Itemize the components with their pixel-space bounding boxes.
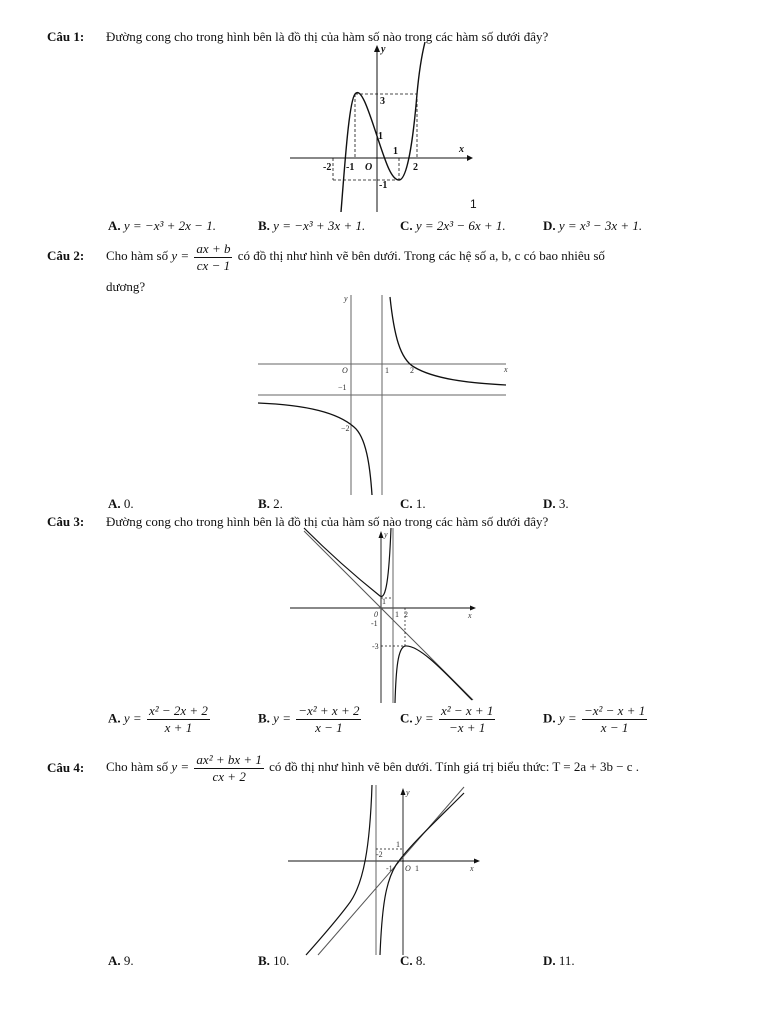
q3-option-d-num: −x² − x + 1 <box>583 703 646 718</box>
q4-option-b-letter: B. <box>258 953 270 968</box>
q3-option-d-fraction <box>582 703 647 736</box>
q3-option-d-y: y = <box>558 710 577 726</box>
q2-text-before: Cho hàm số <box>106 248 169 263</box>
q1-label-1x: 1 <box>393 146 398 157</box>
q3-option-b-y: y = <box>273 710 291 726</box>
q4-label-1y: 1 <box>396 840 400 849</box>
q4-text-before: Cho hàm số <box>106 759 169 774</box>
q3-option-b-letter: B. <box>258 710 270 726</box>
q1-question-text: Đường cong cho trong hình bên là đồ thị của hàm số nào trong các hàm số dưới đây? <box>106 29 549 44</box>
q1-label-neg1y: -1 <box>379 180 388 191</box>
q1-option-a-text: y = −x³ + 2x − 1. <box>123 218 216 233</box>
q4-option-d[interactable] <box>543 953 575 969</box>
q4-option-a-text: 9. <box>123 953 134 968</box>
q3-option-c-den: −x + 1 <box>449 720 486 735</box>
q4-text-after: có đồ thị như hình vẽ bên dưới. Tính giá trị biểu thức: T = 2a + 3b − c . <box>269 759 640 774</box>
q3-label: Câu 3: <box>47 514 85 529</box>
q4-y-eq: y = <box>171 759 190 774</box>
q3-question-text: Đường cong cho trong hình bên là đồ thị của hàm số nào trong các hàm số dưới đây? <box>106 514 549 529</box>
q2-label-neg1: −1 <box>338 383 347 392</box>
q2-label-2: 2 <box>410 366 414 375</box>
q4-option-b[interactable] <box>258 953 289 969</box>
q4-frac-den: cx + 2 <box>212 768 246 784</box>
q2-option-b-letter: B. <box>258 496 270 511</box>
q2-text-after: có đồ thị như hình vẽ bên dưới. Trong các hệ số a, b, c có bao nhiêu số <box>237 248 605 263</box>
q3-option-d[interactable] <box>543 703 649 736</box>
q4-x-label: x <box>470 864 474 873</box>
q3-y-arrow <box>379 531 384 538</box>
q2-option-c[interactable] <box>400 496 426 512</box>
q3-label-O: 0 <box>374 610 378 619</box>
q3-option-b[interactable] <box>258 703 363 736</box>
q4-y-label: y <box>406 788 410 797</box>
q3-label-neg3: -3 <box>372 642 379 651</box>
q3-option-b-num: −x² + x + 2 <box>298 703 360 718</box>
q1-x-arrow <box>467 155 473 161</box>
q2-frac-num: ax + b <box>196 240 231 256</box>
q1-option-b[interactable] <box>258 218 365 234</box>
q2-fraction <box>194 241 232 274</box>
q3-option-a-fraction <box>147 703 210 736</box>
q4-y-arrow <box>401 788 406 795</box>
q2-graph <box>258 295 518 495</box>
q3-option-c-num: x² − x + 1 <box>440 703 494 718</box>
q3-option-c-letter: C. <box>400 710 413 726</box>
q1-label-2: 2 <box>413 162 418 173</box>
q3-x-label: x <box>468 611 472 620</box>
q3-option-b-fraction <box>296 703 361 736</box>
q1-label-neg1: -1 <box>346 162 355 173</box>
q4-label-neg2: -2 <box>376 850 383 859</box>
q2-y-label: y <box>344 294 348 303</box>
q1-option-c-letter: C. <box>400 218 413 233</box>
q4-question <box>106 749 639 785</box>
q1-x-label: x <box>459 144 464 155</box>
q1-graph <box>285 42 485 217</box>
q3-graph <box>290 528 490 703</box>
q4-option-a[interactable] <box>108 953 134 969</box>
q2-question-line2: dương? <box>106 279 146 294</box>
q1-label-neg2: -2 <box>323 162 332 173</box>
q3-label-1y: 1 <box>382 597 386 606</box>
q4-option-c[interactable] <box>400 953 426 969</box>
q1-y-label: y <box>381 44 386 55</box>
q4-option-c-text: 8. <box>415 953 426 968</box>
q4-label-O: O <box>405 864 411 873</box>
q3-label-2: 2 <box>404 610 408 619</box>
q2-option-d-letter: D. <box>543 496 556 511</box>
q3-x-arrow <box>470 606 476 611</box>
q2-frac-den: cx − 1 <box>196 257 231 273</box>
q2-option-a[interactable] <box>108 496 134 512</box>
q2-option-b[interactable] <box>258 496 283 512</box>
q2-option-c-text: 1. <box>415 496 426 511</box>
q3-option-d-letter: D. <box>543 710 556 726</box>
q3-option-d-den: x − 1 <box>600 720 629 735</box>
q4-x-arrow <box>474 859 480 864</box>
q3-option-a-letter: A. <box>108 710 121 726</box>
q3-option-a-num: x² − 2x + 2 <box>148 703 208 718</box>
q1-option-c-text: y = 2x³ − 6x + 1. <box>415 218 506 233</box>
q4-label-neg1: -1 <box>386 864 393 873</box>
q4-curve-left <box>306 785 372 955</box>
q3-option-a-den: x + 1 <box>164 720 193 735</box>
q1-label-1y: 1 <box>378 131 383 142</box>
q4-option-c-letter: C. <box>400 953 413 968</box>
q1-option-a-letter: A. <box>108 218 121 233</box>
q3-y-label: y <box>384 530 388 539</box>
q2-option-d-text: 3. <box>558 496 569 511</box>
q2-x-label: x <box>504 365 508 374</box>
q2-label-O: O <box>342 366 348 375</box>
page-number: 1 <box>470 197 477 211</box>
q2-label-neg2: −2 <box>341 424 350 433</box>
q4-graph <box>288 785 488 955</box>
q2-y-eq: y = <box>171 248 190 263</box>
q4-option-d-text: 11. <box>558 953 575 968</box>
q3-option-c-y: y = <box>415 710 434 726</box>
q3-option-a-y: y = <box>123 710 142 726</box>
q4-frac-num: ax² + bx + 1 <box>196 751 262 767</box>
q4-option-b-text: 10. <box>273 953 290 968</box>
q1-option-d[interactable] <box>543 218 642 234</box>
q2-label-1: 1 <box>385 366 389 375</box>
q3-label-neg1: -1 <box>371 619 378 628</box>
q2-option-d[interactable] <box>543 496 569 512</box>
q2-option-a-letter: A. <box>108 496 121 511</box>
q3-option-b-den: x − 1 <box>315 720 343 735</box>
q1-label: Câu 1: <box>47 29 85 44</box>
q4-label-1: 1 <box>415 864 419 873</box>
q2-option-b-text: 2. <box>273 496 283 511</box>
q2-question-line1 <box>106 238 605 274</box>
q2-curve-left <box>258 403 372 495</box>
q3-option-a[interactable] <box>108 703 212 736</box>
q1-option-c[interactable] <box>400 218 506 234</box>
q2-curve-right <box>390 297 506 385</box>
q4-label: Câu 4: <box>47 760 85 775</box>
q4-curve-right <box>380 793 464 955</box>
q1-label-O: O <box>365 162 373 173</box>
q1-option-b-letter: B. <box>258 218 270 233</box>
q1-option-d-letter: D. <box>543 218 556 233</box>
q1-y-arrow <box>374 45 380 52</box>
q3-curve-right <box>395 646 472 703</box>
q3-label-1: 1 <box>395 610 399 619</box>
q4-fraction <box>194 752 263 785</box>
q2-option-a-text: 0. <box>123 496 134 511</box>
q2-option-c-letter: C. <box>400 496 413 511</box>
q3-option-c[interactable] <box>400 703 497 736</box>
q3-option-c-fraction <box>439 703 495 736</box>
q1-option-b-text: y = −x³ + 3x + 1. <box>273 218 366 233</box>
q3-curve-left <box>304 528 391 596</box>
q1-option-d-text: y = x³ − 3x + 1. <box>558 218 643 233</box>
q4-option-d-letter: D. <box>543 953 556 968</box>
q2-label: Câu 2: <box>47 248 85 263</box>
q1-label-3: 3 <box>380 96 385 107</box>
q4-option-a-letter: A. <box>108 953 121 968</box>
q1-option-a[interactable] <box>108 218 216 234</box>
